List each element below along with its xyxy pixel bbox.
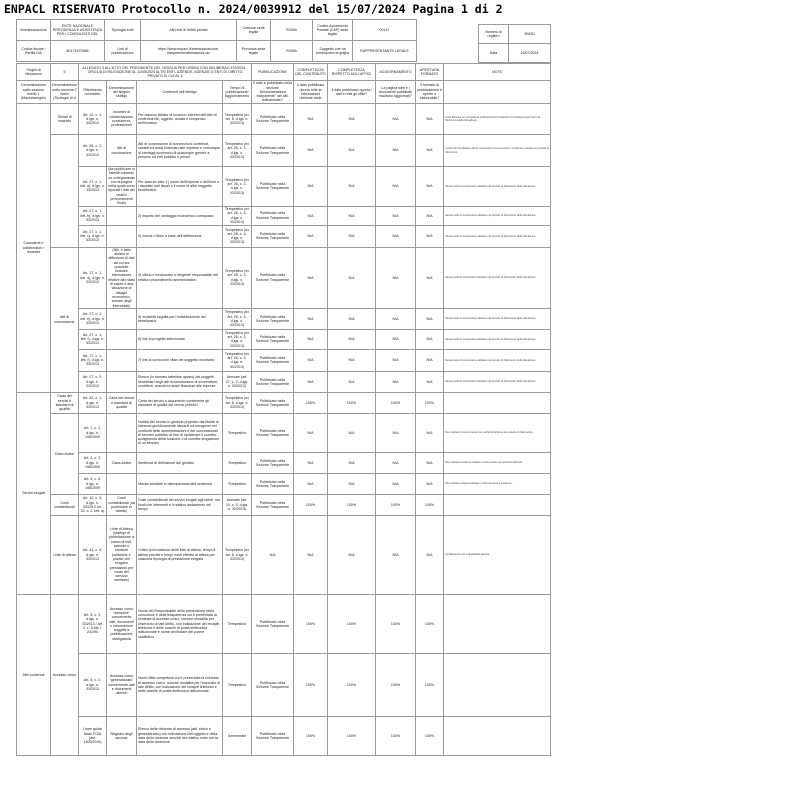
header-label: Provincia sede legale: [237, 41, 271, 62]
legal-reference-cell: Art. 26, c. 2, d.lgs. n. 33/2013: [79, 135, 107, 167]
publication-cell: Pubblicato nella Sezione Trasparente: [252, 653, 294, 716]
format-cell: N/A: [416, 413, 444, 452]
table-row: [17, 308, 551, 329]
publication-cell: Pubblicato nella Sezione Trasparente: [252, 494, 294, 515]
legal-reference-cell: Art. 27, c. 1, lett. f), d.lgs. n. 33/2013: [79, 349, 107, 371]
obligation-cell: Incarichi di collaborazione, consulenza, professionali: [107, 104, 137, 135]
obligation-cell: [107, 349, 137, 371]
legal-reference-cell: Linee guida Anac FOIA (del. 1309/2016): [79, 716, 107, 755]
timing-cell: Tempestivo: [223, 452, 252, 473]
completeness-cell: N/A: [294, 349, 328, 371]
completeness-cell: 100%: [294, 594, 328, 653]
legal-reference-cell: Art. 4, c. 2, d.lgs. n. 198/2009: [79, 452, 107, 473]
format-cell: N/A: [416, 206, 444, 225]
completeness-cell: N/A: [294, 413, 328, 452]
header-label: Link di pubblicazione: [105, 41, 141, 62]
completeness-cell: 100%: [294, 716, 328, 755]
column-header: Il formato di pubblicazione è aperto o elaborabile?: [416, 81, 444, 104]
publication-cell: Pubblicato nella Sezione Trasparente: [252, 308, 294, 329]
timing-cell: Tempestivo (ex art. 26, c. 3, d.lgs. n. 33/2013): [223, 247, 252, 308]
timing-cell: Tempestivo (ex art. 26, c. 3, d.lgs. n. 33/2013): [223, 349, 252, 371]
format-cell: 100%: [416, 594, 444, 653]
register-table: [478, 24, 551, 63]
offices-cell: N/A: [328, 135, 376, 167]
column-header: Denominazione sotto-sezione 2 livello (Tipologie di d: [51, 81, 79, 104]
obligation-cell: [107, 225, 137, 247]
grid-group-header: PUBBLICAZIONE: [252, 64, 294, 81]
entity-header-table: [16, 19, 417, 62]
content-cell: Elenco delle richieste di accesso (atti, civico e generalizzato) con indicazione dell'oggetto e della data della richiesta nonché del relativo esito con la data della decisione: [137, 716, 223, 755]
format-cell: N/A: [416, 308, 444, 329]
completeness-cell: N/A: [294, 329, 328, 349]
offices-cell: 100%: [328, 653, 376, 716]
legal-reference-cell: Art. 27, c. 2, d.lgs. n. 33/2013: [79, 371, 107, 392]
grid-table: [16, 63, 551, 756]
timing-cell: Tempestivo (ex art. 8, d.lgs. n. 33/2013): [223, 392, 252, 413]
publication-cell: Pubblicato nella Sezione Trasparente: [252, 392, 294, 413]
format-cell: N/A: [416, 349, 444, 371]
timing-cell: Tempestivo: [223, 473, 252, 494]
offices-cell: N/A: [328, 308, 376, 329]
offices-cell: 100%: [328, 594, 376, 653]
publication-cell: Pubblicato nella Sezione Trasparente: [252, 225, 294, 247]
legal-reference-cell: Art. 15, c. 1, d.lgs. n. 33/2013: [79, 104, 107, 135]
note-cell: Non risultano misure adottate in ottemperanza a sentenze.: [444, 473, 551, 494]
format-cell: N/A: [416, 104, 444, 135]
obligation-cell: Liste di Attesa (obbligo di pubblicazione a carico di enti, aziende e strutture pubbliche e private che erogano prestazioni per conto del servizio sanitario): [107, 515, 137, 594]
header-label: Soggetto che ha predisposto la griglia: [313, 41, 353, 62]
update-cell: N/A: [376, 135, 416, 167]
publication-cell: Pubblicato nella Sezione Trasparente: [252, 716, 294, 755]
offices-cell: 100%: [328, 494, 376, 515]
obligation-cell: Carta dei servizi e standard di qualità: [107, 392, 137, 413]
update-cell: 100%: [376, 716, 416, 755]
column-header: Tempo di pubblicazione/ Aggiornamento: [223, 81, 252, 104]
note-cell: L'ente non ha adottato atti di concessione di sovvenzioni, contributi e sussidi nel periodo di riferimento.: [444, 135, 551, 167]
column-header: Contenuti dell'obbligo: [137, 81, 223, 104]
header-value: Altri enti di diritto privato: [141, 20, 237, 41]
format-cell: N/A: [416, 452, 444, 473]
legal-reference-cell: Art. 27, c. 1, lett. a), d.lgs. n. 33/2013: [79, 167, 107, 207]
note-cell: [444, 653, 551, 716]
table-row: [17, 494, 551, 515]
header-value: 00147: [353, 20, 417, 41]
note-cell: [444, 392, 551, 413]
grid-group-header: AGGIORNAMENTO: [376, 64, 416, 81]
note-cell: Nessun atto di concessione adottato nel periodo di riferimento della rilevazione.: [444, 167, 551, 207]
legal-reference-cell: Art. 4, c. 6, d.lgs. n. 198/2009: [79, 473, 107, 494]
legal-reference-cell: Art. 32, c. 1, d.lgs. n. 33/2013: [79, 392, 107, 413]
subsection-cell: Costi contabilizzati: [51, 494, 79, 515]
content-cell: Sentenza di definizione del giudizio: [137, 452, 223, 473]
legal-reference-cell: Art. 1, c. 2, d.lgs. n. 198/2009: [79, 413, 107, 452]
table-row: [17, 716, 551, 755]
update-cell: N/A: [376, 206, 416, 225]
obligation-cell: (NB: è fatto divieto di diffusione di dati da cui sia possibile ricavare informazioni relative allo stato di salute e alla situazione di disagio economico-sociale degli interessati): [108, 247, 135, 308]
obligation-cell: [107, 206, 137, 225]
note-cell: [444, 594, 551, 653]
column-header: Denominazione del singolo obbligo: [107, 81, 137, 104]
completeness-cell: N/A: [294, 104, 328, 135]
obligation-cell: [107, 371, 137, 392]
legal-reference-cell: Art. 5, c. 2, d.lgs. n. 33/2013: [79, 653, 107, 716]
note-cell: Nessun atto di concessione adottato nel periodo di riferimento della rilevazione.: [444, 349, 551, 371]
timing-cell: Tempestivo (ex art. 8, d.lgs. n. 33/2013): [223, 104, 252, 135]
subsection-cell: Carta dei servizi e standard di qualità: [51, 392, 79, 413]
macro-section-cell: Altri contenuti: [17, 594, 51, 755]
update-cell: N/A: [376, 247, 416, 308]
subsection-cell: Class Action: [51, 413, 79, 494]
offices-cell: N/A: [328, 206, 376, 225]
obligation-cell: Registro degli accessi: [107, 716, 137, 755]
publication-cell: Pubblicato nella Sezione Trasparente: [252, 413, 294, 452]
table-row: [17, 104, 551, 135]
publication-cell: Pubblicato nella Sezione Trasparente: [252, 473, 294, 494]
format-cell: 100%: [416, 392, 444, 413]
content-cell: Costi contabilizzati dei servizi erogati agli utenti, sia finali che intermedi e il relativo andamento nel tempo: [137, 494, 223, 515]
grid-group-header: COMPLETEZZA RISPETTO AGLI UFFICI: [328, 64, 376, 81]
table-row: [17, 392, 551, 413]
table-row: [17, 413, 551, 452]
grid-group-header: NOTE: [444, 64, 551, 81]
content-cell: Misure adottate in ottemperanza alla sentenza: [137, 473, 223, 494]
timing-cell: Tempestivo (ex art. 26, c. 3, d.lgs. n. 33/2013): [223, 225, 252, 247]
register-row: [479, 25, 551, 44]
content-cell: Notizia del ricorso in giudizio proposto dai titolari di interessi giuridicamente rilevanti ed omogenei nei confronti delle amministrazioni e dei concessionari di servizio pubblico al fine di ripristinare il corretto svolgimento della funzione o la corretta erogazione di un servizio: [137, 413, 223, 452]
table-row: [17, 206, 551, 225]
format-cell: N/A: [416, 225, 444, 247]
legal-reference-cell: Art. 10, c. 5, d.lgs. n. 33/2013 Art. 32, c. 2, lett. a): [79, 494, 107, 515]
column-header: La pagina web e i documenti pubblicati risultano aggiornati?: [376, 81, 416, 104]
note-cell: [444, 716, 551, 755]
content-cell: Per ciascun atto: 1) nome dell'impresa o dell'ente e i rispettivi dati fiscali o il nome di altro soggetto beneficiario: [137, 167, 223, 207]
register-row: [479, 44, 551, 63]
offices-cell: N/A: [328, 452, 376, 473]
publication-cell: Pubblicato nella Sezione Trasparente: [252, 247, 294, 308]
content-cell: Per ciascun titolare di incarico: estremi dell'atto di conferimento, oggetto, durata e compenso dell'incarico: [137, 104, 223, 135]
column-header: Denominazione sotto-sezione livello 1 (Macrofamiglie): [17, 81, 51, 104]
publication-cell: Pubblicato nella Sezione Trasparente: [252, 104, 294, 135]
format-cell: N/A: [416, 167, 444, 207]
subsection-cell: Atti di concessione: [51, 247, 79, 392]
timing-cell: Tempestivo: [223, 594, 252, 653]
completeness-cell: N/A: [294, 167, 328, 207]
timing-cell: Annuale (art. 10, c. 5, d.lgs. n. 33/2013): [223, 494, 252, 515]
protocol-watermark: ENPACL RISERVATO Protocollo n. 2024/0039912 del 15/07/2024 Pagina 1 di 2: [4, 2, 503, 16]
publication-cell: Pubblicato nella Sezione Trasparente: [252, 371, 294, 392]
update-cell: N/A: [376, 452, 416, 473]
timing-cell: Tempestivo (ex art. 26, c. 3, d.lgs. n. 33/2013): [223, 206, 252, 225]
legal-reference-cell: Art. 27, c. 1, lett. f), d.lgs. n. 33/2013: [79, 329, 107, 349]
offices-cell: N/A: [328, 349, 376, 371]
register-value: 15/07/2024: [509, 44, 551, 63]
obligation-cell: [107, 308, 137, 329]
format-cell: N/A: [416, 515, 444, 594]
format-cell: 100%: [416, 653, 444, 716]
header-label: Amministrazione: [17, 20, 51, 41]
header-label: Codice Avviamento Postale (CAP) sede legale: [313, 20, 353, 41]
offices-cell: N/A: [328, 247, 376, 308]
completeness-cell: N/A: [294, 473, 328, 494]
obligation-cell: Atti di concessione: [107, 135, 137, 167]
offices-cell: N/A: [328, 225, 376, 247]
note-cell: Nessun atto di concessione adottato nel periodo di riferimento della rilevazione.: [444, 329, 551, 349]
column-header: Il dato pubblicato riporta i dati in tutti gli uffici?: [328, 81, 376, 104]
column-header: Il dato pubblicato riporta tutte le informazioni richieste dalle: [294, 81, 328, 104]
register-label: Data: [479, 44, 509, 63]
timing-cell: Annuale (art. 27, c. 2, d.lgs. n. 33/2013): [223, 371, 252, 392]
content-cell: Nomi Uffici competenti cui è presentata la richiesta di accesso civico, nonché modalità per l'esercizio di tale diritto, con indicazione dei recapiti telefonici e delle caselle di posta elettronica istituzionale: [137, 653, 223, 716]
register-label: Numero di registro: [479, 25, 509, 44]
publication-cell: Pubblicato nella Sezione Trasparente: [252, 206, 294, 225]
offices-cell: N/A: [328, 371, 376, 392]
completeness-cell: N/A: [294, 371, 328, 392]
timing-cell: Tempestivo: [223, 653, 252, 716]
publication-cell: Pubblicato nella Sezione Trasparente: [252, 167, 294, 207]
format-cell: 100%: [416, 716, 444, 755]
format-cell: N/A: [416, 371, 444, 392]
update-cell: N/A: [376, 515, 416, 594]
obligation-cell: [107, 413, 137, 452]
grid-number: 5: [51, 64, 79, 81]
column-header: [444, 81, 551, 104]
format-cell: N/A: [416, 135, 444, 167]
offices-cell: N/A: [328, 473, 376, 494]
obligation-cell: [107, 473, 137, 494]
column-header: Riferimento normativo: [79, 81, 107, 104]
offices-cell: N/A: [328, 329, 376, 349]
content-cell: Elenco (in formato tabellare aperto) dei soggetti beneficiari degli atti di concessione di sovvenzioni, contributi, sussidi ed ausili finanziari alle imprese: [137, 371, 223, 392]
update-cell: N/A: [376, 473, 416, 494]
note-cell: Nessun atto di concessione adottato nel periodo di riferimento della rilevazione.: [444, 206, 551, 225]
register-value: 89430: [509, 25, 551, 44]
note-cell: Nessun atto di concessione adottato nel periodo di riferimento della rilevazione.: [444, 247, 551, 308]
completeness-cell: N/A: [294, 452, 328, 473]
note-cell: Non risultano ricorsi proposti nei confronti dell'ente nel periodo di riferimento.: [444, 413, 551, 452]
note-cell: [444, 494, 551, 515]
content-cell: 5) modalità seguita per l'individuazione del beneficiario: [137, 308, 223, 329]
obligation-cell: (da pubblicare in tabelle creando un collegamento con la pagina nella quale sono riportati i dati dei relativi provvedimenti finali): [108, 167, 135, 206]
subsection-cell: Titolari di incarichi: [51, 104, 79, 135]
format-cell: N/A: [416, 247, 444, 308]
note-cell: Nessun atto di concessione adottato nel periodo di riferimento della rilevazione.: [444, 308, 551, 329]
publication-cell: Pubblicato nella Sezione Trasparente: [252, 452, 294, 473]
offices-cell: N/A: [328, 104, 376, 135]
legal-reference-cell: Art. 27, c. 1, lett. d), d.lgs. n. 33/2013: [79, 247, 107, 308]
table-row: [17, 452, 551, 473]
grid-label: Griglia di rilevazione: [17, 64, 51, 81]
header-value: ENTE NAZIONALE PREVIDENZA E ASSISTENZA PER I CONSULENTI DEL: [51, 20, 105, 41]
subsection-cell: Liste di attesa: [51, 515, 79, 594]
update-cell: 100%: [376, 594, 416, 653]
obligation-cell: Class Action: [107, 452, 137, 473]
update-cell: N/A: [376, 225, 416, 247]
note-cell: La fattispecie non è applicabile all'ente.: [444, 515, 551, 594]
completeness-cell: N/A: [294, 206, 328, 225]
column-header: Il dato è pubblicato nella sezione "Amministrazione trasparente" del sito istituzionale?: [253, 81, 292, 103]
column-header-row: [17, 81, 551, 104]
completeness-cell: N/A: [294, 515, 328, 594]
obligation-cell: [107, 329, 137, 349]
timing-cell: Tempestivo (ex art. 26, c. 3, d.lgs. n. 33/2013): [223, 329, 252, 349]
note-cell: Nessun atto di concessione adottato nel periodo di riferimento della rilevazione.: [444, 225, 551, 247]
note-cell: Non risultano sentenze relative a class action nei confronti dell'ente.: [444, 452, 551, 473]
header-row: [17, 20, 417, 41]
update-cell: N/A: [376, 413, 416, 452]
timing-cell: Tempestivo (ex art. 26, c. 3, d.lgs. n. 33/2013): [223, 167, 252, 207]
update-cell: N/A: [376, 371, 416, 392]
offices-cell: 100%: [328, 392, 376, 413]
offices-cell: N/A: [328, 167, 376, 207]
subsection-cell: Accesso civico: [51, 594, 79, 755]
legal-reference-cell: Art. 27, c. 1, lett. e), d.lgs. n. 33/2013: [79, 308, 107, 329]
table-row: [17, 329, 551, 349]
table-row: [17, 167, 551, 207]
content-cell: Atti di concessione di sovvenzioni, contributi, sussidi ed ausili finanziari alle imprese e comunque di vantaggi economici di qualunque genere a persone ed enti pubblici e privati: [137, 135, 223, 167]
grid-title: ALLEGATO 3 ALL'ATTO DEL PRESIDENTE DEL 'GRIGLIA PER ORDINI CON DELIBERA n.370/2024 - GRIGLIA DI RILEVAZIONE AL 31/05/2024 ALTRI ENTI, AZIENDE, AGENZIE E ENTI DI DIRITTO PRIVATO DI CUI AL §: [79, 64, 252, 81]
table-row: [17, 225, 551, 247]
content-cell: 6) link al progetto selezionato: [137, 329, 223, 349]
format-cell: N/A: [416, 329, 444, 349]
update-cell: N/A: [376, 349, 416, 371]
completeness-cell: N/A: [294, 308, 328, 329]
publication-cell: Pubblicato nella Sezione Trasparente: [252, 349, 294, 371]
offices-cell: N/A: [328, 413, 376, 452]
table-row: [17, 371, 551, 392]
publication-cell: Pubblicato nella Sezione Trasparente: [252, 594, 294, 653]
update-cell: N/A: [376, 104, 416, 135]
publication-cell: Pubblicato nella Sezione Trasparente: [252, 135, 294, 167]
note-cell: Il sito dell'ente non prevede la pubblicazione di incarichi di consulenza per l'anno di riferimento della rilevazione.: [444, 104, 551, 135]
note-cell: Nessun atto di concessione adottato nel periodo di riferimento della rilevazione.: [444, 371, 551, 392]
update-cell: N/A: [376, 308, 416, 329]
table-row: [17, 653, 551, 716]
header-label: Codice fiscale / Partita IVA: [17, 41, 51, 62]
header-value: RAPPRESENTANTE LEGALE: [353, 41, 417, 62]
table-row: [17, 473, 551, 494]
content-cell: 7) link al curriculum vitae del soggetto incaricato: [137, 349, 223, 371]
completeness-cell: N/A: [294, 247, 328, 308]
table-row: [17, 247, 551, 308]
content-cell: Criteri di formazione delle liste di attesa, tempi di attesa previsti e tempi medi effettivi di attesa per ciascuna tipologia di prestazione erogata: [137, 515, 223, 594]
subsection-cell: [51, 135, 79, 248]
header-value: 80171670588: [51, 41, 105, 62]
content-cell: 3) norma o titolo a base dell'attribuzione: [137, 225, 223, 247]
completeness-cell: 100%: [294, 392, 328, 413]
legal-reference-cell: Art. 27, c. 1, lett. c), d.lgs. n. 33/2013: [79, 225, 107, 247]
table-row: [17, 594, 551, 653]
legal-reference-cell: Art. 5, c. 1, d.lgs. n. 33/2013 / Art. 2, c. 9-bis, l. 241/90: [79, 594, 107, 653]
header-value: ROMA: [271, 41, 313, 62]
content-cell: 4) ufficio e funzionario o dirigente responsabile del relativo procedimento amministrativo: [137, 247, 223, 308]
completeness-cell: N/A: [294, 225, 328, 247]
timing-cell: Tempestivo: [223, 413, 252, 452]
table-row: [17, 135, 551, 167]
grid-group-header: COMPLETEZZA DEL CONTENUTO: [294, 64, 328, 81]
completeness-cell: N/A: [294, 135, 328, 167]
update-cell: 100%: [376, 653, 416, 716]
offices-cell: N/A: [328, 515, 376, 594]
header-value: https://www.enpacl.it/amministrazione-trasparente/attestazioni-oiv: [141, 41, 237, 62]
grid-group-header: APERTURA FORMATO: [416, 64, 444, 81]
update-cell: N/A: [376, 329, 416, 349]
timing-cell: Tempestivo (ex art. 26, c. 3, d.lgs. n. 33/2013): [223, 308, 252, 329]
legal-reference-cell: Art. 41, c. 6, d.lgs. n. 33/2013: [79, 515, 107, 594]
completeness-cell: 100%: [294, 653, 328, 716]
header-label: Comune sede legale: [237, 20, 271, 41]
legal-reference-cell: Art. 27, c. 1, lett. b), d.lgs. n. 33/2013: [79, 206, 107, 225]
macro-section-cell: Servizi erogati: [17, 392, 51, 594]
update-cell: 100%: [376, 392, 416, 413]
publication-cell: Pubblicato nella Sezione Trasparente: [252, 329, 294, 349]
table-row: [17, 515, 551, 594]
header-label: Tipologia ente: [105, 20, 141, 41]
update-cell: 100%: [376, 494, 416, 515]
table-row: [17, 349, 551, 371]
content-cell: 2) importo del vantaggio economico corrisposto: [137, 206, 223, 225]
format-cell: N/A: [416, 473, 444, 494]
header-value: ROMA: [271, 20, 313, 41]
timing-cell: Tempestivo (ex art. 8, d.lgs. n. 33/2013): [223, 515, 252, 594]
content-cell: Carta dei servizi o documento contenente gli standard di qualità dei servizi pubblici: [137, 392, 223, 413]
update-cell: N/A: [376, 167, 416, 207]
publication-cell: N/A: [252, 515, 294, 594]
obligation-cell: Accesso civico "semplice" concernente dati, documenti e informazioni soggetti a pubblicazione obbligatoria: [107, 594, 137, 653]
format-cell: 100%: [416, 494, 444, 515]
content-cell: Nome del Responsabile della prevenzione della corruzione e della trasparenza cui è presentata la richiesta di accesso civico, nonché modalità per l'esercizio di tale diritto, con indicazione dei recapiti telefonici e delle caselle di posta elettronica istituzionale e nome del titolare del potere sostitutivo: [137, 594, 223, 653]
obligation-cell: Accesso civico "generalizzato" concernente dati e documenti ulteriori: [107, 653, 137, 716]
obligation-cell: Costi contabilizzati (da pubblicare in tabelle): [107, 494, 137, 515]
timing-cell: Semestrale: [223, 716, 252, 755]
macro-section-cell: Consulenti e collaboratori / Incarichi: [17, 104, 51, 393]
grid-title-row: [17, 64, 551, 81]
header-row: [17, 41, 417, 62]
offices-cell: 100%: [328, 716, 376, 755]
timing-cell: Tempestivo (ex art. 26, c. 3, d.lgs. n. 33/2013): [223, 135, 252, 167]
completeness-cell: 100%: [294, 494, 328, 515]
